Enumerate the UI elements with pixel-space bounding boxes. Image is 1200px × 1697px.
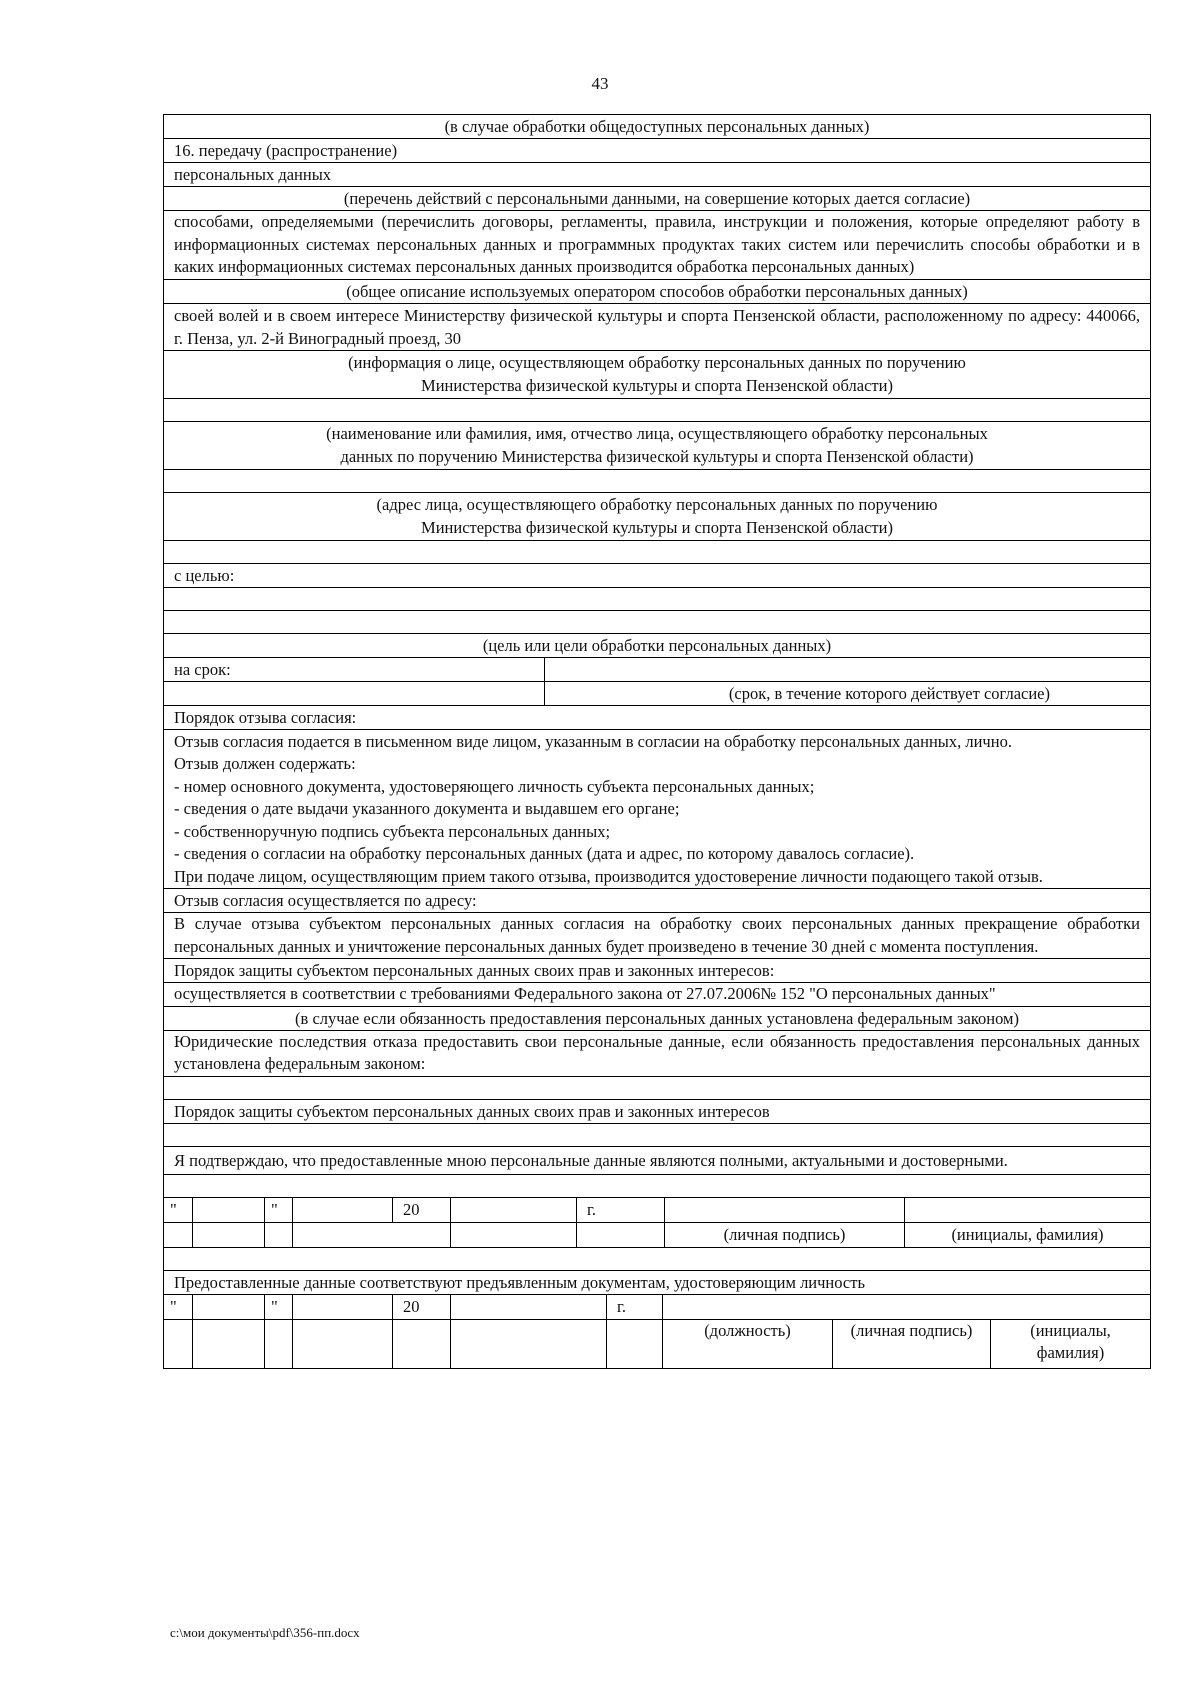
term-caption-row: [164, 681, 1150, 705]
blank-row: [164, 540, 1150, 563]
note-public-data: (в случае обработки общедоступных персональных данных): [164, 114, 1150, 138]
quote-open: ": [170, 1199, 177, 1219]
term-blank: [164, 682, 544, 705]
year-field: [450, 1295, 606, 1319]
term-row: [164, 657, 1150, 681]
signature-field: [832, 1295, 990, 1319]
caption-signature: (личная подпись): [664, 1223, 904, 1247]
blank-row: [164, 587, 1150, 610]
caption-term: (срок, в течение которого действует согласие): [544, 682, 1150, 705]
blank-row: [164, 1247, 1150, 1270]
cell-blank: [164, 1223, 192, 1247]
caption-line-1: (адрес лица, осуществляющего обработку персональных данных по поручению: [376, 494, 938, 514]
cell-blank: [192, 1223, 264, 1247]
caption-line-1: (наименование или фамилия, имя, отчество лица, осуществляющего обработку персональных: [326, 423, 988, 443]
blank-row: [164, 1174, 1150, 1197]
purpose-label: с целью:: [164, 563, 1150, 587]
revocation-address-label: Отзыв согласия осуществляется по адресу:: [164, 888, 1150, 912]
month-field: [292, 1295, 392, 1319]
revocation-item: - сведения о дате выдачи указанного документа и выдавшем его органе;: [174, 799, 680, 818]
caption-processor-name: [164, 421, 1150, 469]
operator-info-text: своей волей и в своем интересе Министерству физической культуры и спорта Пензенской области, расположенному по адресу: 440066, г. Пенза, ул. 2-й Виноградный проезд, 30: [164, 303, 1150, 350]
revocation-id-check: При подаче лицом, осуществляющим прием такого отзыва, производится удостоверение личности подающего такой отзыв.: [174, 866, 1043, 886]
year-suffix: г.: [576, 1198, 664, 1222]
protection-heading: Порядок защиты субъектом персональных данных своих прав и законных интересов:: [164, 958, 1150, 982]
year-prefix: 20: [392, 1198, 450, 1222]
year-suffix: г.: [606, 1295, 662, 1319]
term-label: на срок:: [174, 659, 231, 679]
caption-operator-info: [164, 350, 1150, 398]
methods-text: способами, определяемыми (перечислить договоры, регламенты, правила, инструкции и положения, которые определяют работу в информационных системах персональных данных и программных продуктах таких систем или перечислить способы обработки и в каких информационных системах персональных данных производится обработка персональных данных): [164, 210, 1150, 279]
blank-row: [164, 469, 1150, 492]
revocation-block: [164, 729, 1150, 889]
consent-form-table: [163, 114, 1151, 1369]
caption-processor-address: [164, 492, 1150, 540]
caption-methods: (общее описание используемых оператором способов обработки персональных данных): [164, 279, 1150, 303]
date-row-1: [164, 1197, 1150, 1222]
year-prefix: 20: [392, 1295, 450, 1319]
cell-blank: [450, 1223, 576, 1247]
verification-text: Предоставленные данные соответствуют предъявленным документам, удостоверяющим личность: [164, 1270, 1150, 1294]
blank-row: [164, 1076, 1150, 1099]
page-number: 43: [591, 74, 609, 93]
name-field: [904, 1198, 1150, 1222]
caption-line-1: (информация о лице, осуществляющем обработку персональных данных по поручению: [348, 352, 966, 372]
cell-blank: [292, 1223, 392, 1247]
cell-blank: [606, 1320, 662, 1368]
caption-actions-list: (перечень действий с персональными данными, на совершение которых дается согласие): [164, 186, 1150, 210]
blank-row: [164, 1123, 1150, 1146]
caption-federal-law: (в случае если обязанность предоставления персональных данных установлена федеральным законом): [164, 1006, 1150, 1030]
quote-close: ": [264, 1295, 292, 1319]
item-transfer: 16. передачу (распространение): [164, 138, 1150, 162]
personal-data-label: персональных данных: [164, 162, 1150, 186]
blank-row: [164, 610, 1150, 633]
legal-consequences-text: Юридические последствия отказа предоставить свои персональные данные, если обязанность предоставления персональных данных установлена федеральным законом:: [164, 1030, 1150, 1076]
caption-row-2: [164, 1319, 1150, 1368]
cell-blank: [392, 1223, 450, 1247]
cell-blank: [264, 1320, 292, 1368]
day-field: [192, 1198, 264, 1222]
caption-line-2: Министерства физической культуры и спорта Пензенской области): [421, 375, 893, 395]
caption-name: (инициалы, фамилия): [990, 1320, 1150, 1368]
term-value: [544, 658, 1150, 681]
cell-blank: [576, 1223, 664, 1247]
cell-blank: [450, 1320, 606, 1368]
caption-position: (должность): [662, 1320, 832, 1368]
caption-row-1: [164, 1222, 1150, 1247]
protection-order-text: Порядок защиты субъектом персональных данных своих прав и законных интересов: [164, 1099, 1150, 1123]
blank-row: [164, 398, 1150, 421]
day-field: [192, 1295, 264, 1319]
confirmation-text: Я подтверждаю, что предоставленные мною персональные данные являются полными, актуальными и достоверными.: [164, 1146, 1150, 1174]
revocation-item: - собственноручную подпись субъекта персональных данных;: [174, 821, 611, 841]
revocation-consequence: В случае отзыва субъектом персональных данных согласия на обработку своих персональных данных прекращение обработки персональных данных и уничтожение персональных данных будет произведено в течение 30 дней с момента поступления.: [164, 912, 1150, 958]
revocation-item: - номер основного документа, удостоверяющего личность субъекта персональных данных;: [174, 776, 815, 796]
revocation-item: - сведения о согласии на обработку персональных данных (дата и адрес, по которому давалось согласие).: [174, 844, 915, 863]
caption-line-2: Министерства физической культуры и спорта Пензенской области): [421, 517, 893, 537]
name-field: [990, 1295, 1150, 1319]
revocation-heading: Порядок отзыва согласия:: [164, 705, 1150, 729]
file-path-footer: c:\мои документы\pdf\356-пп.docx: [170, 1625, 360, 1640]
year-field: [450, 1198, 576, 1222]
caption-line-2: данных по поручению Министерства физической культуры и спорта Пензенской области): [340, 446, 974, 466]
cell-blank: [292, 1320, 392, 1368]
caption-name: (инициалы, фамилия): [904, 1223, 1150, 1247]
cell-blank: [192, 1320, 264, 1368]
caption-signature: (личная подпись): [832, 1320, 990, 1368]
cell-blank: [392, 1320, 450, 1368]
revocation-text: Отзыв согласия подается в письменном виде лицом, указанным в согласии на обработку персональных данных, лично.: [174, 731, 1012, 751]
quote-open: ": [170, 1296, 177, 1316]
quote-close: ": [264, 1198, 292, 1222]
revocation-contents-label: Отзыв должен содержать:: [174, 754, 356, 773]
position-field: [662, 1295, 832, 1319]
signature-field: [664, 1198, 904, 1222]
caption-purpose: (цель или цели обработки персональных данных): [164, 633, 1150, 657]
cell-blank: [164, 1320, 192, 1368]
date-row-2: [164, 1294, 1150, 1319]
cell-blank: [264, 1223, 292, 1247]
protection-law-text: осуществляется в соответствии с требованиями Федерального закона от 27.07.2006№ 152 "О персональных данных": [164, 982, 1150, 1006]
month-field: [292, 1198, 392, 1222]
